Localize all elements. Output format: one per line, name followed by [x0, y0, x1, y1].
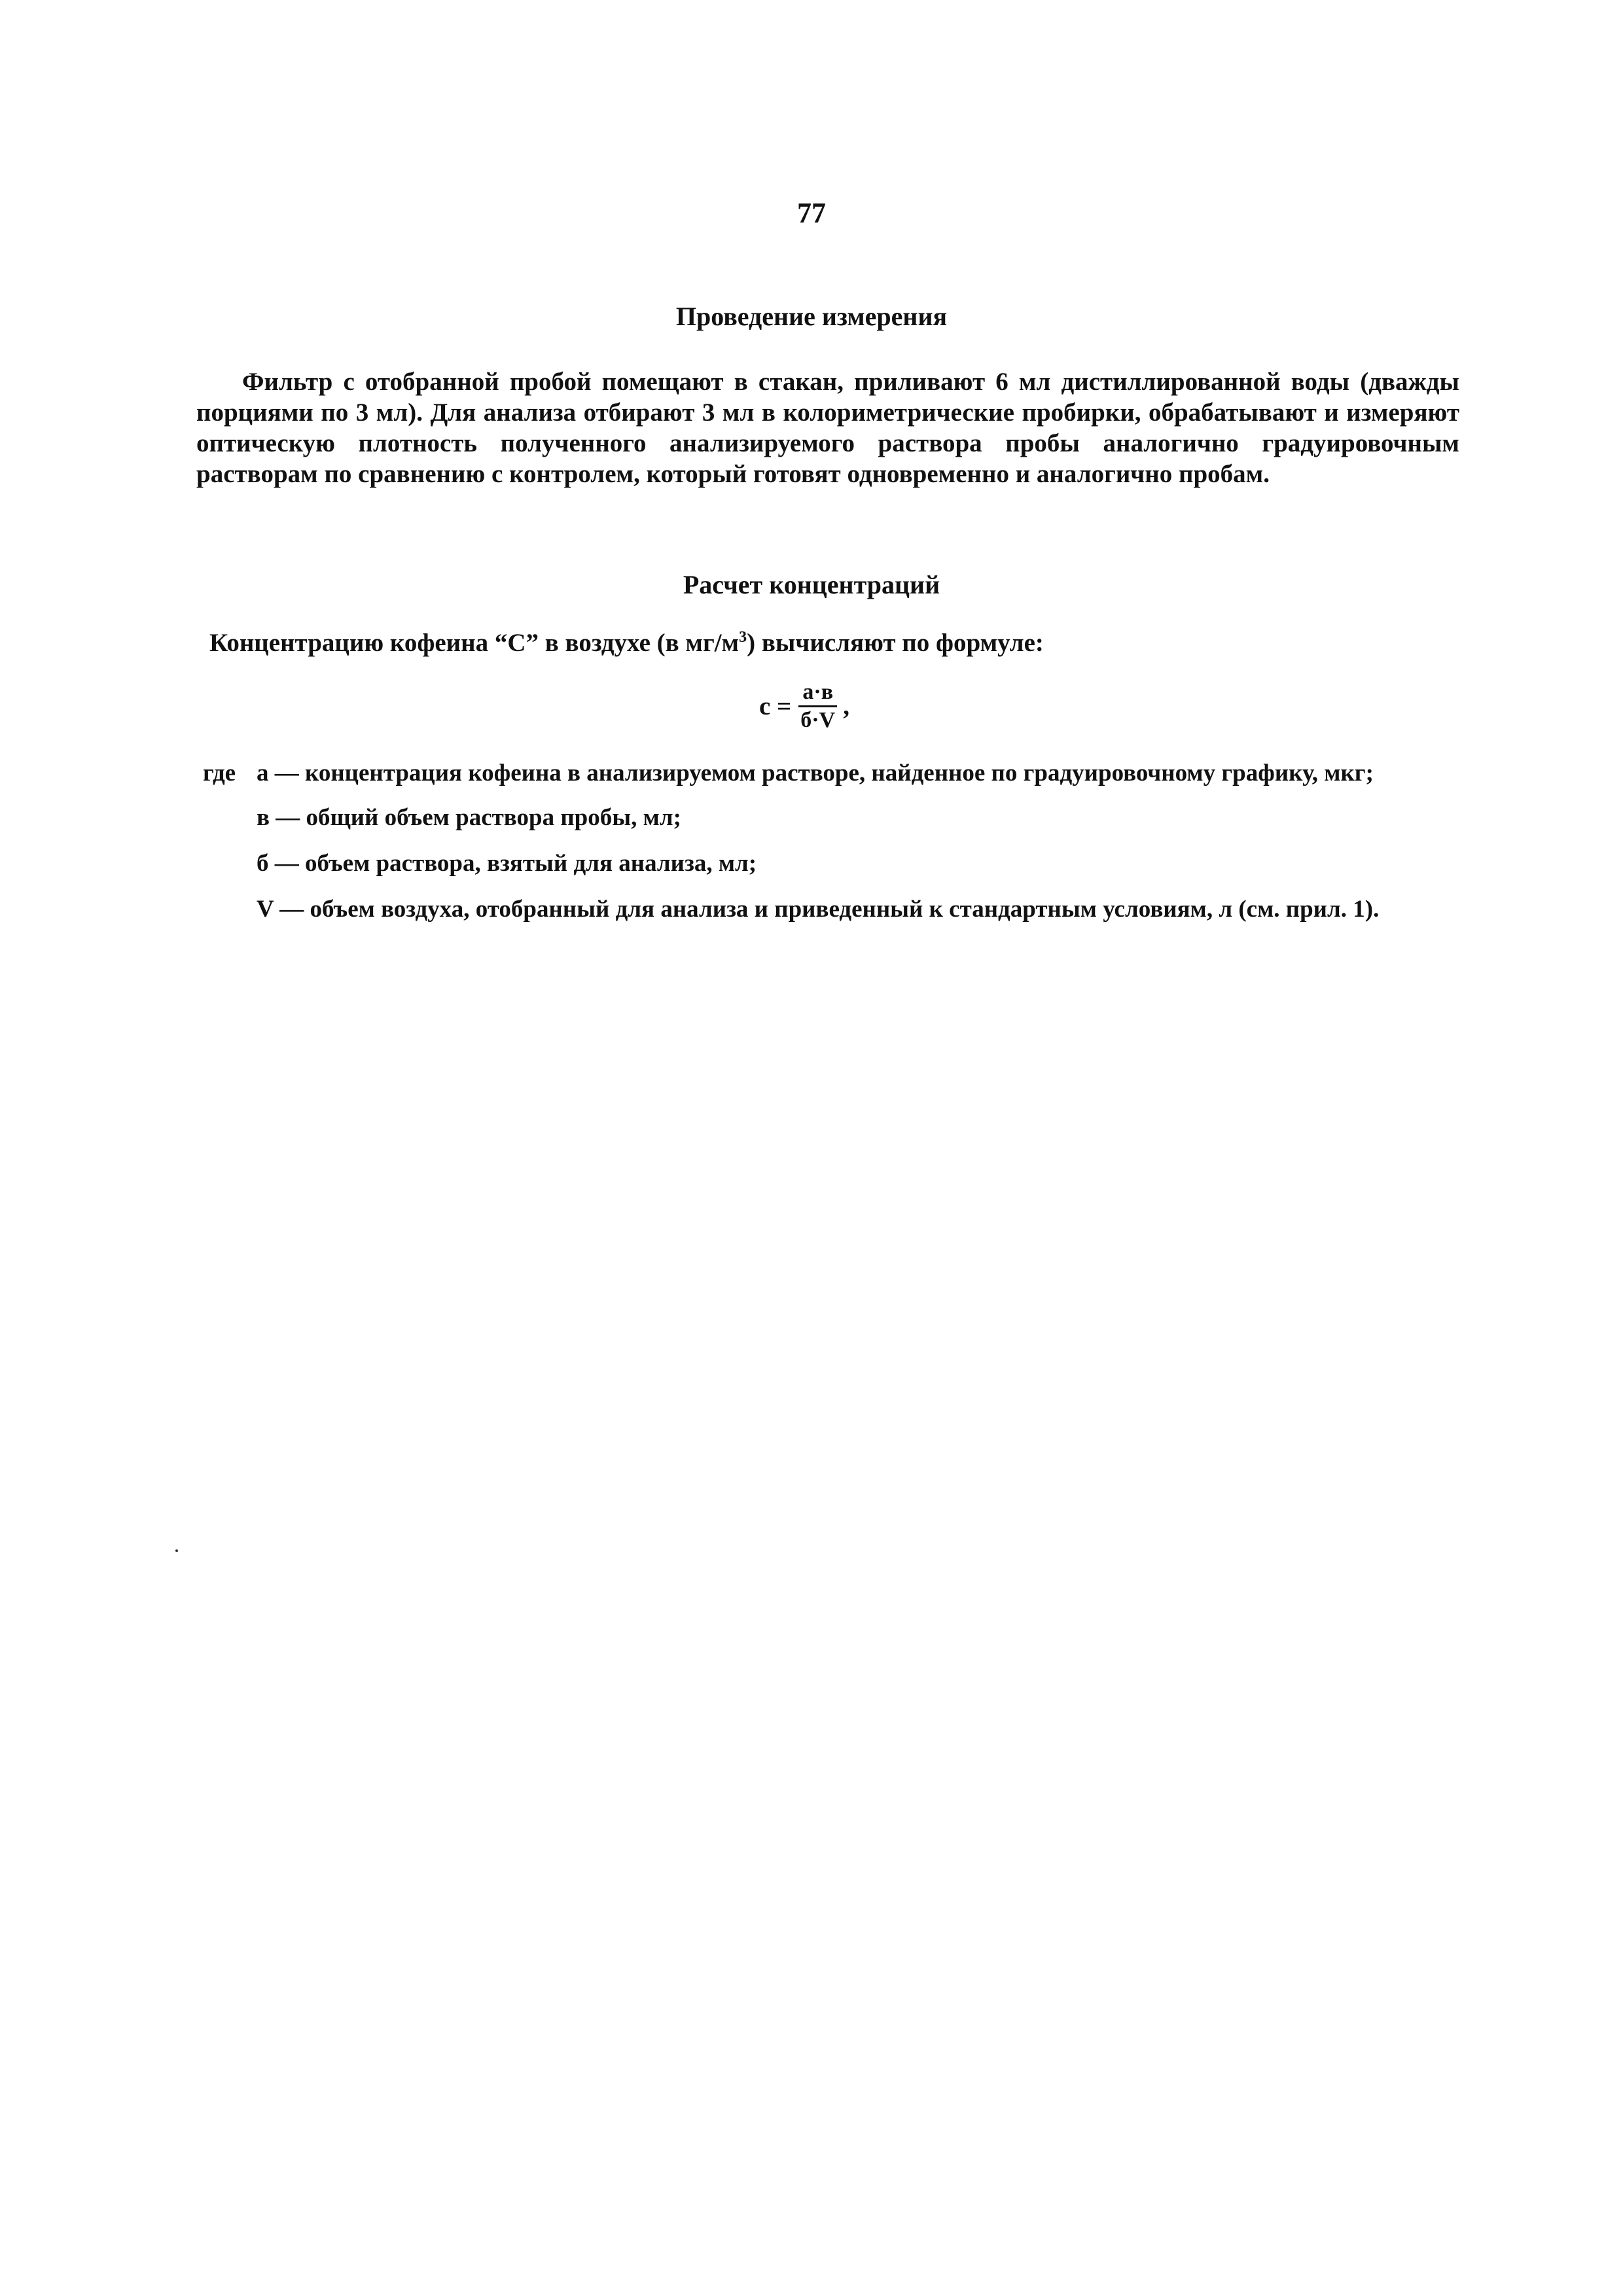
- formula-lhs: с =: [759, 692, 792, 720]
- section-title-calculation: Расчет концентраций: [683, 570, 940, 599]
- definition-b: б — объем раствора, взятый для анализа, мл;: [257, 850, 757, 877]
- definition-v: в — общий объем раствора пробы, мл;: [257, 804, 681, 831]
- definition-row-a: [203, 759, 1374, 787]
- scan-speck: [175, 1549, 178, 1552]
- concentration-formula: [759, 680, 849, 732]
- where-word: где: [203, 760, 236, 786]
- definition-a: а — концентрация кофеина в анализируемом растворе, найденное по градуировочному графику, мкг;: [257, 760, 1374, 786]
- formula-numerator: а·в: [798, 680, 837, 707]
- formula-intro: [209, 628, 1044, 658]
- formula-trailing: ,: [843, 692, 849, 720]
- measurement-paragraph: Фильтр с отобранной пробой помещают в стакан, приливают 6 мл дистиллированной воды (дважды порциями по 3 мл). Для анализа отбирают 3 мл в колориметрические пробирки, обрабатывают и измеряют оптическую плотность полученного анализируемого раствора пробы аналогично градуировочным растворам по сравнению с контролем, который готовят одновременно и аналогично пробам.: [196, 368, 1459, 488]
- page-number: 77: [797, 197, 826, 229]
- formula-fraction: [796, 680, 839, 732]
- section-title-measurement: Проведение измерения: [675, 302, 948, 331]
- formula-intro-exponent: 3: [739, 629, 747, 646]
- formula-intro-text: Концентрацию кофеина “С” в воздухе (в мг/м: [209, 629, 740, 657]
- definition-air-volume: V — объем воздуха, отобранный для анализа и приведенный к стандартным условиям, л (см. прил. 1).: [257, 896, 1380, 923]
- formula-intro-tail: ) вычисляют по формуле:: [747, 629, 1044, 657]
- formula-denominator: б·V: [800, 708, 836, 732]
